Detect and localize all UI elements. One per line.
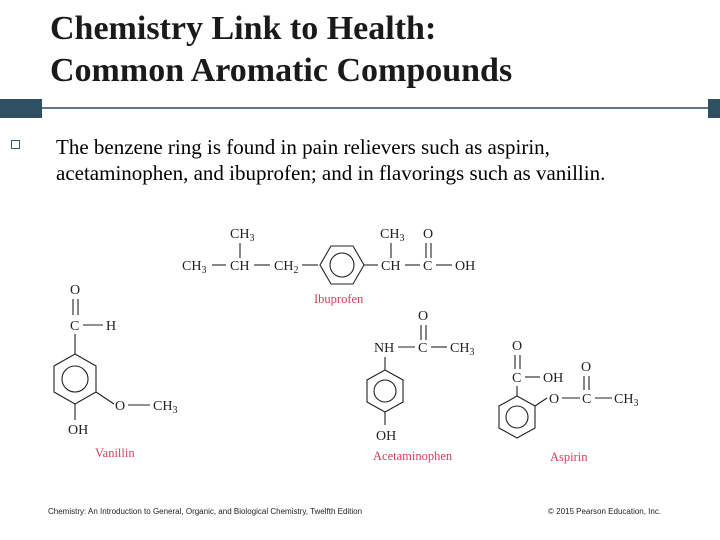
title-line-2: Common Aromatic Compounds xyxy=(50,52,513,89)
asp-oh: OH xyxy=(543,371,564,386)
ibu-ch-right: CH xyxy=(381,259,401,274)
acet-o: O xyxy=(418,309,429,324)
asp-benzene-ring xyxy=(499,396,535,438)
asp-ch3: $CH_3$ xyxy=(614,392,639,409)
ibu-ring-circle xyxy=(330,253,354,277)
ibu-c: C xyxy=(423,259,433,274)
bullet-text: The benzene ring is found in pain relievers such as aspirin, acetaminophen, and ibuprofen; and in flavorings such as vanillin. xyxy=(56,135,606,185)
ibu-ch3-right: $CH_3$ xyxy=(380,227,405,244)
van-benzene-ring xyxy=(54,354,96,404)
van-ring-circle xyxy=(62,366,88,392)
acet-oh: OH xyxy=(376,429,397,444)
van-o-ether: O xyxy=(115,399,126,414)
footer-copyright: © 2015 Pearson Education, Inc. xyxy=(548,507,662,516)
ibuprofen-structure xyxy=(182,227,475,306)
acet-ch3: $CH_3$ xyxy=(450,341,475,358)
footer-textbook-title: Chemistry: An Introduction to General, Organic, and Biological Chemistry, Twelfth Edition xyxy=(48,507,363,516)
aspirin-label: Aspirin xyxy=(550,450,588,464)
asp-c-ester: C xyxy=(582,392,592,407)
van-oh: OH xyxy=(68,423,89,438)
asp-o-ester: O xyxy=(549,392,560,407)
acet-benzene-ring xyxy=(367,370,403,412)
asp-c-acid: C xyxy=(512,371,522,386)
asp-o-carbonyl: O xyxy=(581,360,592,375)
ibuprofen-label: Ibuprofen xyxy=(314,292,364,306)
acetaminophen-structure xyxy=(367,309,474,463)
acet-ring-circle xyxy=(374,380,396,402)
ibu-ch3-top: $CH_3$ xyxy=(230,227,255,244)
vanillin-structure xyxy=(54,283,177,460)
asp-o-top: O xyxy=(512,339,523,354)
van-bond xyxy=(96,392,114,404)
asp-bond xyxy=(535,398,547,406)
acetaminophen-label: Acetaminophen xyxy=(373,449,453,463)
ibu-ch3-left: $CH_3$ xyxy=(182,259,207,276)
van-ch3: $CH_3$ xyxy=(153,399,178,416)
ibu-ch: CH xyxy=(230,259,250,274)
acet-nh: NH xyxy=(374,341,395,356)
title-line-1: Chemistry Link to Health: xyxy=(50,10,437,47)
ibu-benzene-ring xyxy=(320,246,364,284)
vanillin-label: Vanillin xyxy=(95,446,135,460)
ibu-oh: OH xyxy=(455,259,476,274)
asp-ring-circle xyxy=(506,406,528,428)
ibu-ch2: $CH_2$ xyxy=(274,259,299,276)
acet-c: C xyxy=(418,341,428,356)
aspirin-structure xyxy=(499,339,638,464)
van-h: H xyxy=(106,319,117,334)
ibu-o: O xyxy=(423,227,434,242)
van-c: C xyxy=(70,319,80,334)
van-o: O xyxy=(70,283,81,298)
